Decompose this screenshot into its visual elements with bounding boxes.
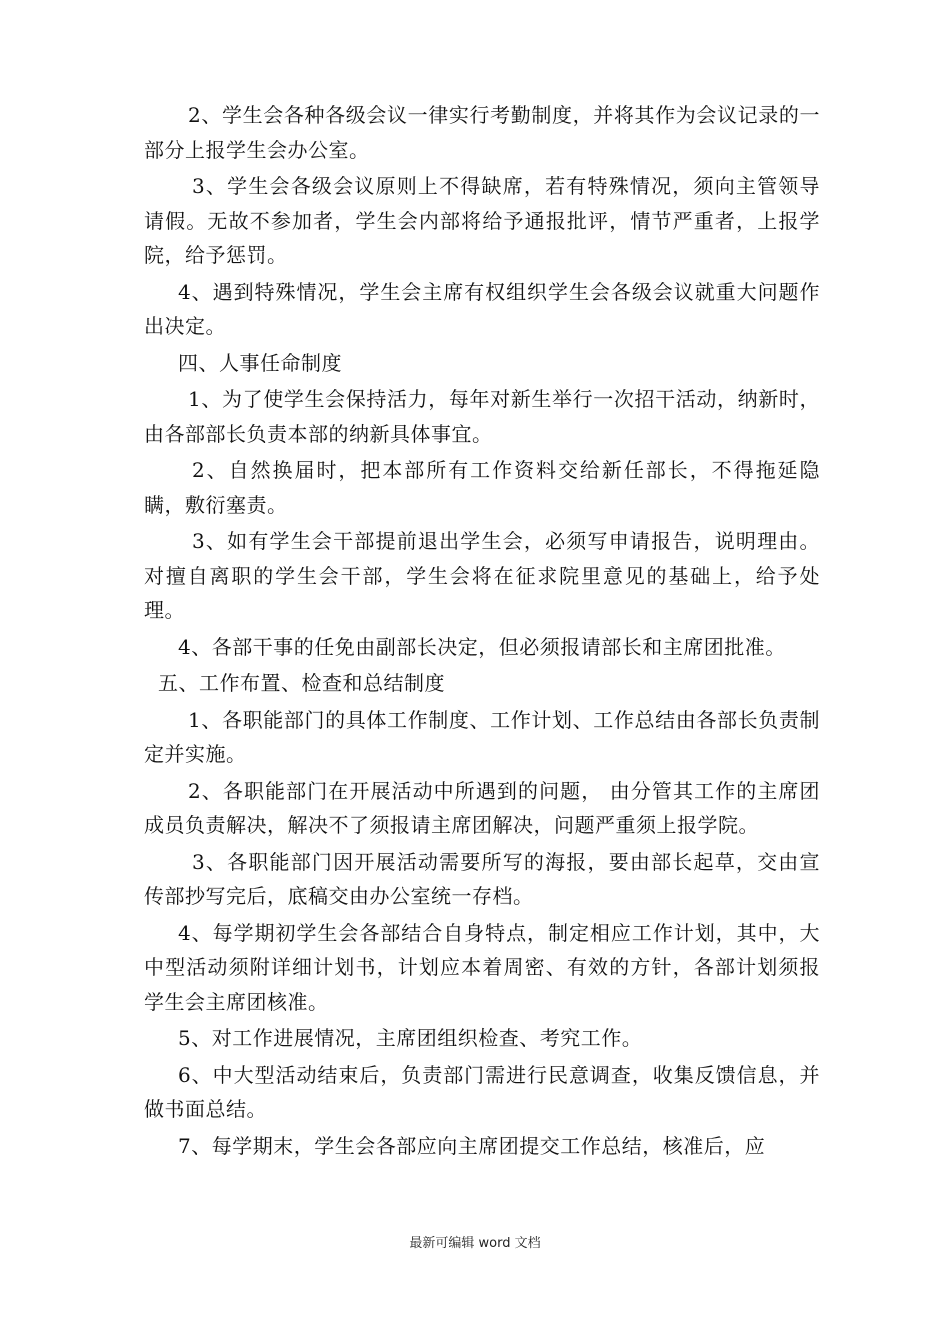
section-heading-work-system: 五、工作布置、检查和总结制度 (158, 671, 445, 695)
paragraph-resignation: 3、如有学生会干部提前退出学生会，必须写申请报告，说明理由。对擅自离职的学生会干部，学生会将在征求院里意见的基础上，给予处理。 (144, 529, 820, 622)
page-footer: 最新可编辑 word 文档 (409, 1236, 541, 1251)
paragraph-handover: 2、自然换届时，把本部所有工作资料交给新任部长，不得拖延隐瞒，敷衍塞责。 (144, 458, 820, 517)
document-body (144, 98, 820, 1165)
paragraph-semester-plan: 4、每学期初学生会各部结合自身特点，制定相应工作计划，其中，大中型活动须附详细计划书，计划应本着周密、有效的方针，各部计划须报学生会主席团核准。 (144, 920, 820, 1014)
paragraph-recruitment: 1、为了使学生会保持活力，每年对新生举行一次招干活动，纳新时，由各部部长负责本部的纳新具体事宜。 (144, 387, 820, 446)
paragraph-special-cases: 4、遇到特殊情况，学生会主席有权组织学生会各级会议就重大问题作出决定。 (144, 279, 820, 338)
paragraph-problem-solving: 2、各职能部门在开展活动中所遇到的问题， 由分管其工作的主席团成员负责解决，解决不了须报请主席团解决，问题严重须上报学院。 (144, 778, 820, 837)
paragraph-work-plans: 1、各职能部门的具体工作制度、工作计划、工作总结由各部长负责制定并实施。 (144, 707, 820, 766)
paragraph-feedback: 6、中大型活动结束后，负责部门需进行民意调查，收集反馈信息，并做书面总结。 (144, 1062, 820, 1121)
section-heading-personnel: 四、人事任命制度 (178, 350, 342, 375)
paragraph-attendance: 2、学生会各种各级会议一律实行考勤制度，并将其作为会议记录的一部分上报学生会办公室。 (144, 103, 820, 162)
paragraph-inspection: 5、对工作进展情况，主席团组织检查、考究工作。 (178, 1026, 643, 1050)
paragraph-absence-rule: 3、学生会各级会议原则上不得缺席，若有特殊情况，须向主管领导请假。无故不参加者，学生会内部将给予通报批评，情节严重者，上报学院，给予惩罚。 (144, 174, 820, 267)
paragraph-appointment: 4、各部干事的任免由副部长决定，但必须报请部长和主席团批准。 (178, 634, 786, 659)
paragraph-summary: 7、每学期末，学生会各部应向主席团提交工作总结，核准后，应 (178, 1133, 766, 1158)
paragraph-posters: 3、各职能部门因开展活动需要所写的海报，要由部长起草，交由宣传部抄写完后，底稿交由办公室统一存档。 (144, 849, 820, 908)
